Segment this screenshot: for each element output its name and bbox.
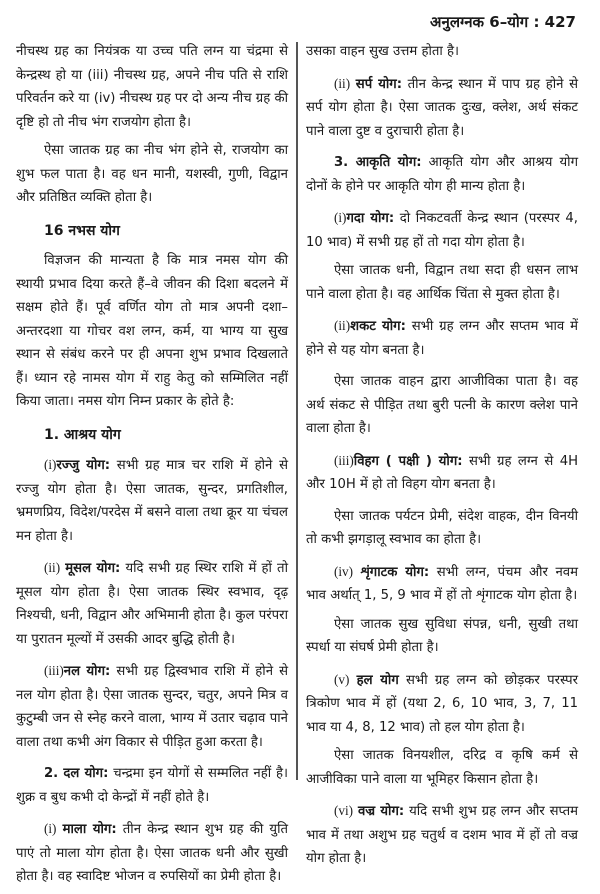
section-heading: 16 नभस योग	[44, 222, 120, 239]
paragraph: ऐसा जातक ग्रह का नीच भंग होने से, राजयोग का शुभ फल पाता है। वह धन मानी, यशस्वी, गुणी, विद्वान और प्रतिष्ठित व्यक्ति होता है।	[16, 143, 288, 205]
gada-yoga: (i)गदा योग: दो निकटवर्ती केन्द्र स्थान (परस्पर 4, 10 भाव) में सभी ग्रह हों तो गदा योग होता है।	[306, 210, 579, 250]
paragraph: नीचस्थ ग्रह का नियंत्रक या उच्च पति लग्न या चंद्रमा से केन्द्रस्थ हो या (iii) नीचस्थ ग्रह, अपने नीच पति से राशि परिवर्तन करे या (iv) नीचस्थ ग्रह पर दो अन्य नीच ग्रह की दृष्टि हो तो नीच भंग राजयोग होता है।	[16, 44, 288, 130]
paragraph: ऐसा जातक विनयशील, दरिद्र व कृषि कर्म से आजीविका पाने वाला या भूमिहर किसान होता है।	[306, 748, 578, 787]
nal-yoga: (iii)नल योग: सभी ग्रह द्विस्वभाव राशि में होने से नल योग होता है। ऐसा जातक सुन्दर, चतुर, अपने मित्र व कुटुम्बी जन से स्नेह करने वाला, भाग्य में उतार चढ़ाव पाने वाला तथा कभी अंग विकार से पीड़ित हुआ करता है।	[16, 663, 288, 750]
paragraph: ऐसा जातक धनी, विद्वान तथा सदा ही धसन लाभ पाने वाला होता है। वह आर्थिक चिंता से मुक्त होता है।	[306, 263, 578, 302]
column-divider	[296, 42, 298, 780]
vajra-yoga: (vi) वज्र योग: यदि सभी शुभ ग्रह लग्न और सप्तम भाव में तथा अशुभ ग्रह चतुर्थ व दशम भाव में हों तो वज्र योग होता है।	[306, 803, 578, 866]
shakat-yoga: (ii)शकट योग: सभी ग्रह लग्न और सप्तम भाव में होने से यह योग बनता है।	[306, 318, 578, 358]
paragraph: विज्ञजन की मान्यता है कि मात्र नमस योग की स्थायी प्रभाव दिया करते हैं–वे जीवन की दिशा बदलने में सक्षम होते हैं। पूर्व वर्णित योग तो मात्र अपनी दशा–अन्तरदशा या गोचर वश लग्न, कर्म, या भाग्य या सुख स्थान से संबंध करने पर ही अपना शुभ प्रभाव दिखलाते हैं। ध्यान रहे नामस योग में राहु केतु को सम्मिलित नहीं किया जाता। नमस योग निम्न प्रकार के होते है:	[16, 253, 288, 409]
akriti-yoga: 3. आकृति योग: आकृति योग और आश्रय योग दोनों के होने पर आकृति योग ही मान्य होता है।	[306, 155, 578, 194]
paragraph: ऐसा जातक पर्यटन प्रेमी, संदेश वाहक, दीन विनयी तो कभी झगड़ालू स्वभाव का होता है।	[306, 508, 578, 547]
left-column	[16, 40, 288, 894]
dal-yoga: 2. दल योग: चन्द्रमा इन योगों से सम्मलित नहीं है। शुक्र व बुध कभी दो केन्द्रों में नहीं होते है।	[16, 766, 288, 805]
paragraph: ऐसा जातक वाहन द्वारा आजीविका पाता है। वह अर्थ संकट से पीड़ित तथा बुरी पत्नी के कारण क्लेश पाने वाला होता है।	[306, 374, 578, 436]
sarp-yoga: (ii) सर्प योग: तीन केन्द्र स्थान में पाप ग्रह होने से सर्प योग होता है। ऐसा जातक दुःख, क्लेश, अर्थ संकट पाने वाला दुष्ट व दुराचारी होता है।	[306, 75, 578, 139]
paragraph: उसका वाहन सुख उत्तम होता है।	[306, 44, 459, 59]
subsection-heading: 1. आश्रय योग	[44, 426, 121, 443]
right-column	[306, 40, 578, 876]
shringatak-yoga: (iv) शृंगाटक योग: सभी लग्न, पंचम और नवम भाव अर्थात् 1, 5, 9 भाव में हों तो शृंगाटक योग होता है।	[306, 563, 578, 603]
running-header: अनुलग्नक 6–योग : 427	[430, 13, 576, 31]
mala-yoga: (i) माला योग: तीन केन्द्र स्थान शुभ ग्रह की युति पाएं तो माला योग होता है। ऐसा जातक धनी और सुखी होता है। वह स्वादिष्ट भोजन व रुपसियों का प्रेमी होता है।	[16, 821, 288, 884]
paragraph: ऐसा जातक सुख सुविधा संपन्न, धनी, सुखी तथा स्पर्धा या संघर्ष प्रेमी होता है।	[306, 616, 578, 655]
vihag-yoga: (iii)विहग ( पक्षी ) योग: सभी ग्रह लग्न से 4H और 10H में हो तो विहग योग बनता है।	[306, 452, 578, 492]
rajju-yoga: (i)रज्जु योग: सभी ग्रह मात्र चर राशि में होने से रज्जु योग होता है। ऐसा जातक, सुन्दर, प्रगतिशील, भ्रमणप्रिय, विदेश/परदेस में बसने वाला तथा क्रूर या चंचल मन होता है।	[16, 457, 289, 544]
musal-yoga: (ii) मूसल योग: यदि सभी ग्रह स्थिर राशि में हों तो मूसल योग होता है। ऐसा जातक स्थिर स्वभाव, दृढ़ निश्यची, धनी, विद्वान और अभिमानी होता है। कुल परंपरा या पुरातन मूल्यों में उसकी आदर बुद्धि होती है।	[16, 560, 288, 647]
hal-yoga: (v) हल योग सभी ग्रह लग्न को छोड़कर परस्पर त्रिकोण भाव में हों (यथा 2, 6, 10 भाव, 3, 7, 11 भाव या 4, 8, 12 भाव) तो हल योग होता है।	[306, 671, 578, 735]
